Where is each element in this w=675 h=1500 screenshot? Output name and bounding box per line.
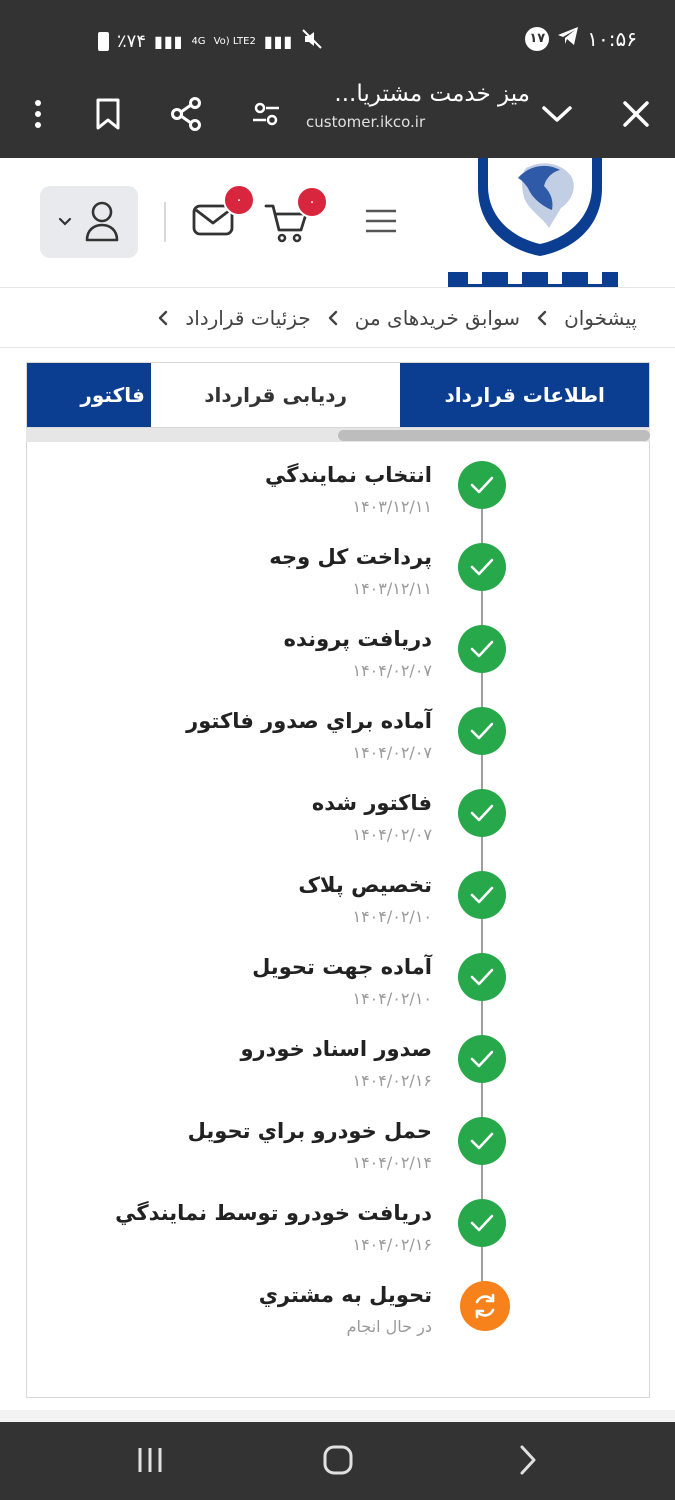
check-icon xyxy=(458,707,506,755)
timeline-step xyxy=(0,953,675,1035)
step-title: تحويل به مشتري xyxy=(258,1283,432,1307)
step-date: ۱۴۰۳/۱۲/۱۱ xyxy=(352,497,432,516)
browser-toolbar xyxy=(0,78,675,158)
bookmark-icon[interactable] xyxy=(86,92,130,136)
step-title: تخصیص پلاک xyxy=(298,873,432,897)
breadcrumb-home[interactable]: پیشخوان xyxy=(564,305,637,330)
contract-tabs xyxy=(26,362,650,428)
page-url: customer.ikco.ir xyxy=(306,113,426,131)
step-date: ۱۴۰۴/۰۲/۱۰ xyxy=(352,907,432,926)
check-icon xyxy=(458,789,506,837)
step-date: ۱۴۰۴/۰۲/۱۴ xyxy=(352,1153,432,1172)
check-icon xyxy=(458,1199,506,1247)
step-title: صدور اسناد خودرو xyxy=(240,1037,432,1061)
messages-badge: ۰ xyxy=(223,184,255,216)
back-icon[interactable] xyxy=(498,1436,558,1484)
step-title: پرداخت کل وجه xyxy=(269,545,432,569)
notification-badge: ۱۷ xyxy=(525,27,549,51)
chevron-down-icon[interactable] xyxy=(535,92,579,136)
page-title-area[interactable] xyxy=(300,81,530,131)
step-date: ۱۴۰۴/۰۲/۱۶ xyxy=(352,1235,432,1254)
chevron-left-icon xyxy=(327,309,339,327)
check-icon xyxy=(458,543,506,591)
timeline-step xyxy=(0,789,675,871)
messages-button[interactable] xyxy=(192,192,243,242)
chevron-left-icon xyxy=(157,309,169,327)
system-nav-bar xyxy=(0,1422,675,1500)
step-title: حمل خودرو براي تحويل xyxy=(187,1119,432,1143)
network-volte: Vo) LTE2 xyxy=(213,35,256,47)
status-right xyxy=(525,26,637,51)
in-progress-icon xyxy=(460,1281,510,1331)
step-title: آماده براي صدور فاکتور xyxy=(186,709,432,733)
step-date: ۱۴۰۴/۰۲/۰۷ xyxy=(352,661,432,680)
tab-contract-info[interactable]: اطلاعات قرارداد xyxy=(400,363,649,427)
hamburger-menu-icon[interactable] xyxy=(364,208,398,238)
telegram-icon xyxy=(557,26,579,51)
network-4g: 4G xyxy=(191,35,206,47)
timeline-step xyxy=(0,625,675,707)
share-icon[interactable] xyxy=(164,92,208,136)
mute-icon xyxy=(301,28,323,55)
recent-apps-icon[interactable] xyxy=(120,1436,180,1484)
header-divider xyxy=(164,202,166,242)
step-status: در حال انجام xyxy=(346,1317,432,1336)
brand-logo[interactable] xyxy=(448,158,618,288)
site-header xyxy=(0,158,675,288)
user-menu-button[interactable] xyxy=(40,186,138,258)
timeline-step xyxy=(0,871,675,953)
timeline-step xyxy=(0,461,675,543)
site-settings-icon[interactable] xyxy=(244,92,288,136)
step-title: انتخاب نمايندگي xyxy=(265,463,432,487)
user-icon xyxy=(84,200,120,246)
check-icon xyxy=(458,953,506,1001)
status-bar xyxy=(0,0,675,78)
home-icon[interactable] xyxy=(308,1436,368,1484)
chevron-down-icon xyxy=(58,212,72,231)
chevron-left-icon xyxy=(536,309,548,327)
check-icon xyxy=(458,625,506,673)
status-left xyxy=(98,28,323,55)
tab-contract-tracking[interactable]: ردیابی قرارداد xyxy=(151,363,401,427)
more-options-icon[interactable] xyxy=(16,92,60,136)
timeline-step xyxy=(0,1035,675,1117)
page-title: میز خدمت مشتریا... xyxy=(334,81,530,107)
step-date: ۱۴۰۴/۰۲/۱۰ xyxy=(352,989,432,1008)
timeline-step xyxy=(0,1117,675,1199)
check-icon xyxy=(458,1117,506,1165)
timeline-step xyxy=(0,543,675,625)
breadcrumb xyxy=(0,288,675,348)
page-bottom-strip xyxy=(0,1410,675,1422)
signal-icon: ▮▮▮ xyxy=(154,32,184,51)
step-title: آماده جهت تحويل xyxy=(252,955,432,979)
cart-badge: ۰ xyxy=(296,186,328,218)
step-title: دریافت پرونده xyxy=(283,627,432,651)
check-icon xyxy=(458,871,506,919)
check-icon xyxy=(458,1035,506,1083)
close-icon[interactable] xyxy=(614,92,658,136)
step-title: دریافت خودرو توسط نمايندگي xyxy=(115,1201,432,1225)
check-icon xyxy=(458,461,506,509)
step-date: ۱۴۰۴/۰۲/۰۷ xyxy=(352,743,432,762)
tab-invoice[interactable]: فاکتور xyxy=(27,363,151,427)
step-date: ۱۴۰۴/۰۲/۱۶ xyxy=(352,1071,432,1090)
signal-icon-2: ▮▮▮ xyxy=(263,32,294,51)
battery-level: ٪۷۴ xyxy=(117,31,147,52)
tabs-scroll-thumb[interactable] xyxy=(338,430,650,441)
clock-time: ۱۰:۵۶ xyxy=(587,26,637,51)
timeline-step xyxy=(0,707,675,789)
battery-icon xyxy=(98,32,109,51)
timeline-step xyxy=(0,1281,675,1363)
timeline-step xyxy=(0,1199,675,1281)
step-date: ۱۴۰۴/۰۲/۰۷ xyxy=(352,825,432,844)
breadcrumb-purchases[interactable]: سوابق خریدهای من xyxy=(354,305,521,330)
cart-button[interactable] xyxy=(264,194,316,248)
step-date: ۱۴۰۳/۱۲/۱۱ xyxy=(352,579,432,598)
step-title: فاکتور شده xyxy=(311,791,432,815)
breadcrumb-contract-details[interactable]: جزئیات قرارداد xyxy=(185,305,311,330)
